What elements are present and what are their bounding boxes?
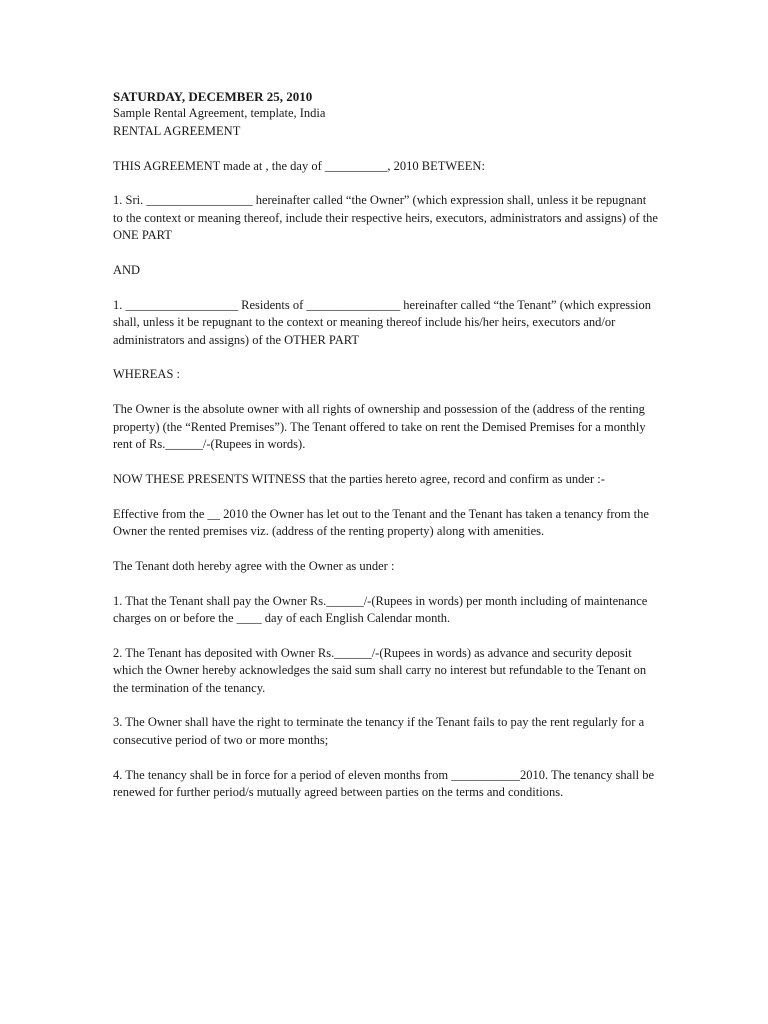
clause-tenancy-period: 4. The tenancy shall be in force for a period of eleven months from ___________2010. The tenancy shall be renewed for further period/s mutually agreed between parties on the terms and conditions. [113, 767, 655, 800]
effective-paragraph: Effective from the __ 2010 the Owner has let out to the Tenant and the Tenant has taken a tenancy from the Owner the rented premises viz. (address of the renting property) along with amenities. [113, 506, 649, 539]
tenant-clause: 1. __________________ Residents of _______________ hereinafter called “the Tenant” (which expression shall, unless it be repugnant to the context or meaning thereof include his/her heirs, executors and/or administrators and assigns) of the OTHER PART [113, 297, 652, 347]
date-heading: SATURDAY, DECEMBER 25, 2010 [113, 89, 313, 104]
clause-deposit: 2. The Tenant has deposited with Owner Rs.______/-(Rupees in words) as advance and security deposit which the Owner hereby acknowledges the said sum shall carry no interest but refundable to the Tenant on the termination of the tenancy. [113, 645, 647, 695]
witness-paragraph: NOW THESE PRESENTS WITNESS that the parties hereto agree, record and confirm as under :- [113, 471, 605, 486]
document-subtitle: Sample Rental Agreement, template, India [113, 106, 326, 121]
tenant-agrees-paragraph: The Tenant doth hereby agree with the Owner as under : [113, 558, 395, 573]
clause-termination: 3. The Owner shall have the right to terminate the tenancy if the Tenant fails to pay the rent regularly for a consecutive period of two or more months; [113, 715, 645, 747]
ownership-paragraph: The Owner is the absolute owner with all rights of ownership and possession of the (address of the renting property) (the “Rented Premises”). The Tenant offered to take on rent the Demised Premises for a monthly rent of Rs.______/-(Rupees in words). [113, 402, 646, 452]
document-title: RENTAL AGREEMENT [113, 123, 241, 138]
whereas-heading: WHEREAS : [113, 367, 181, 382]
agreement-intro: THIS AGREEMENT made at , the day of __________, 2010 BETWEEN: [113, 158, 485, 173]
clause-rent: 1. That the Tenant shall pay the Owner Rs.______/-(Rupees in words) per month including of maintenance charges on or before the ____ day of each English Calendar month. [113, 593, 648, 626]
and-line: AND [113, 263, 141, 278]
owner-clause: 1. Sri. _________________ hereinafter called “the Owner” (which expression shall, unless it be repugnant to the context or meaning thereof, include their respective heirs, executors, administrators and assigns) of the ONE PART [113, 193, 658, 243]
document-page [113, 88, 658, 801]
